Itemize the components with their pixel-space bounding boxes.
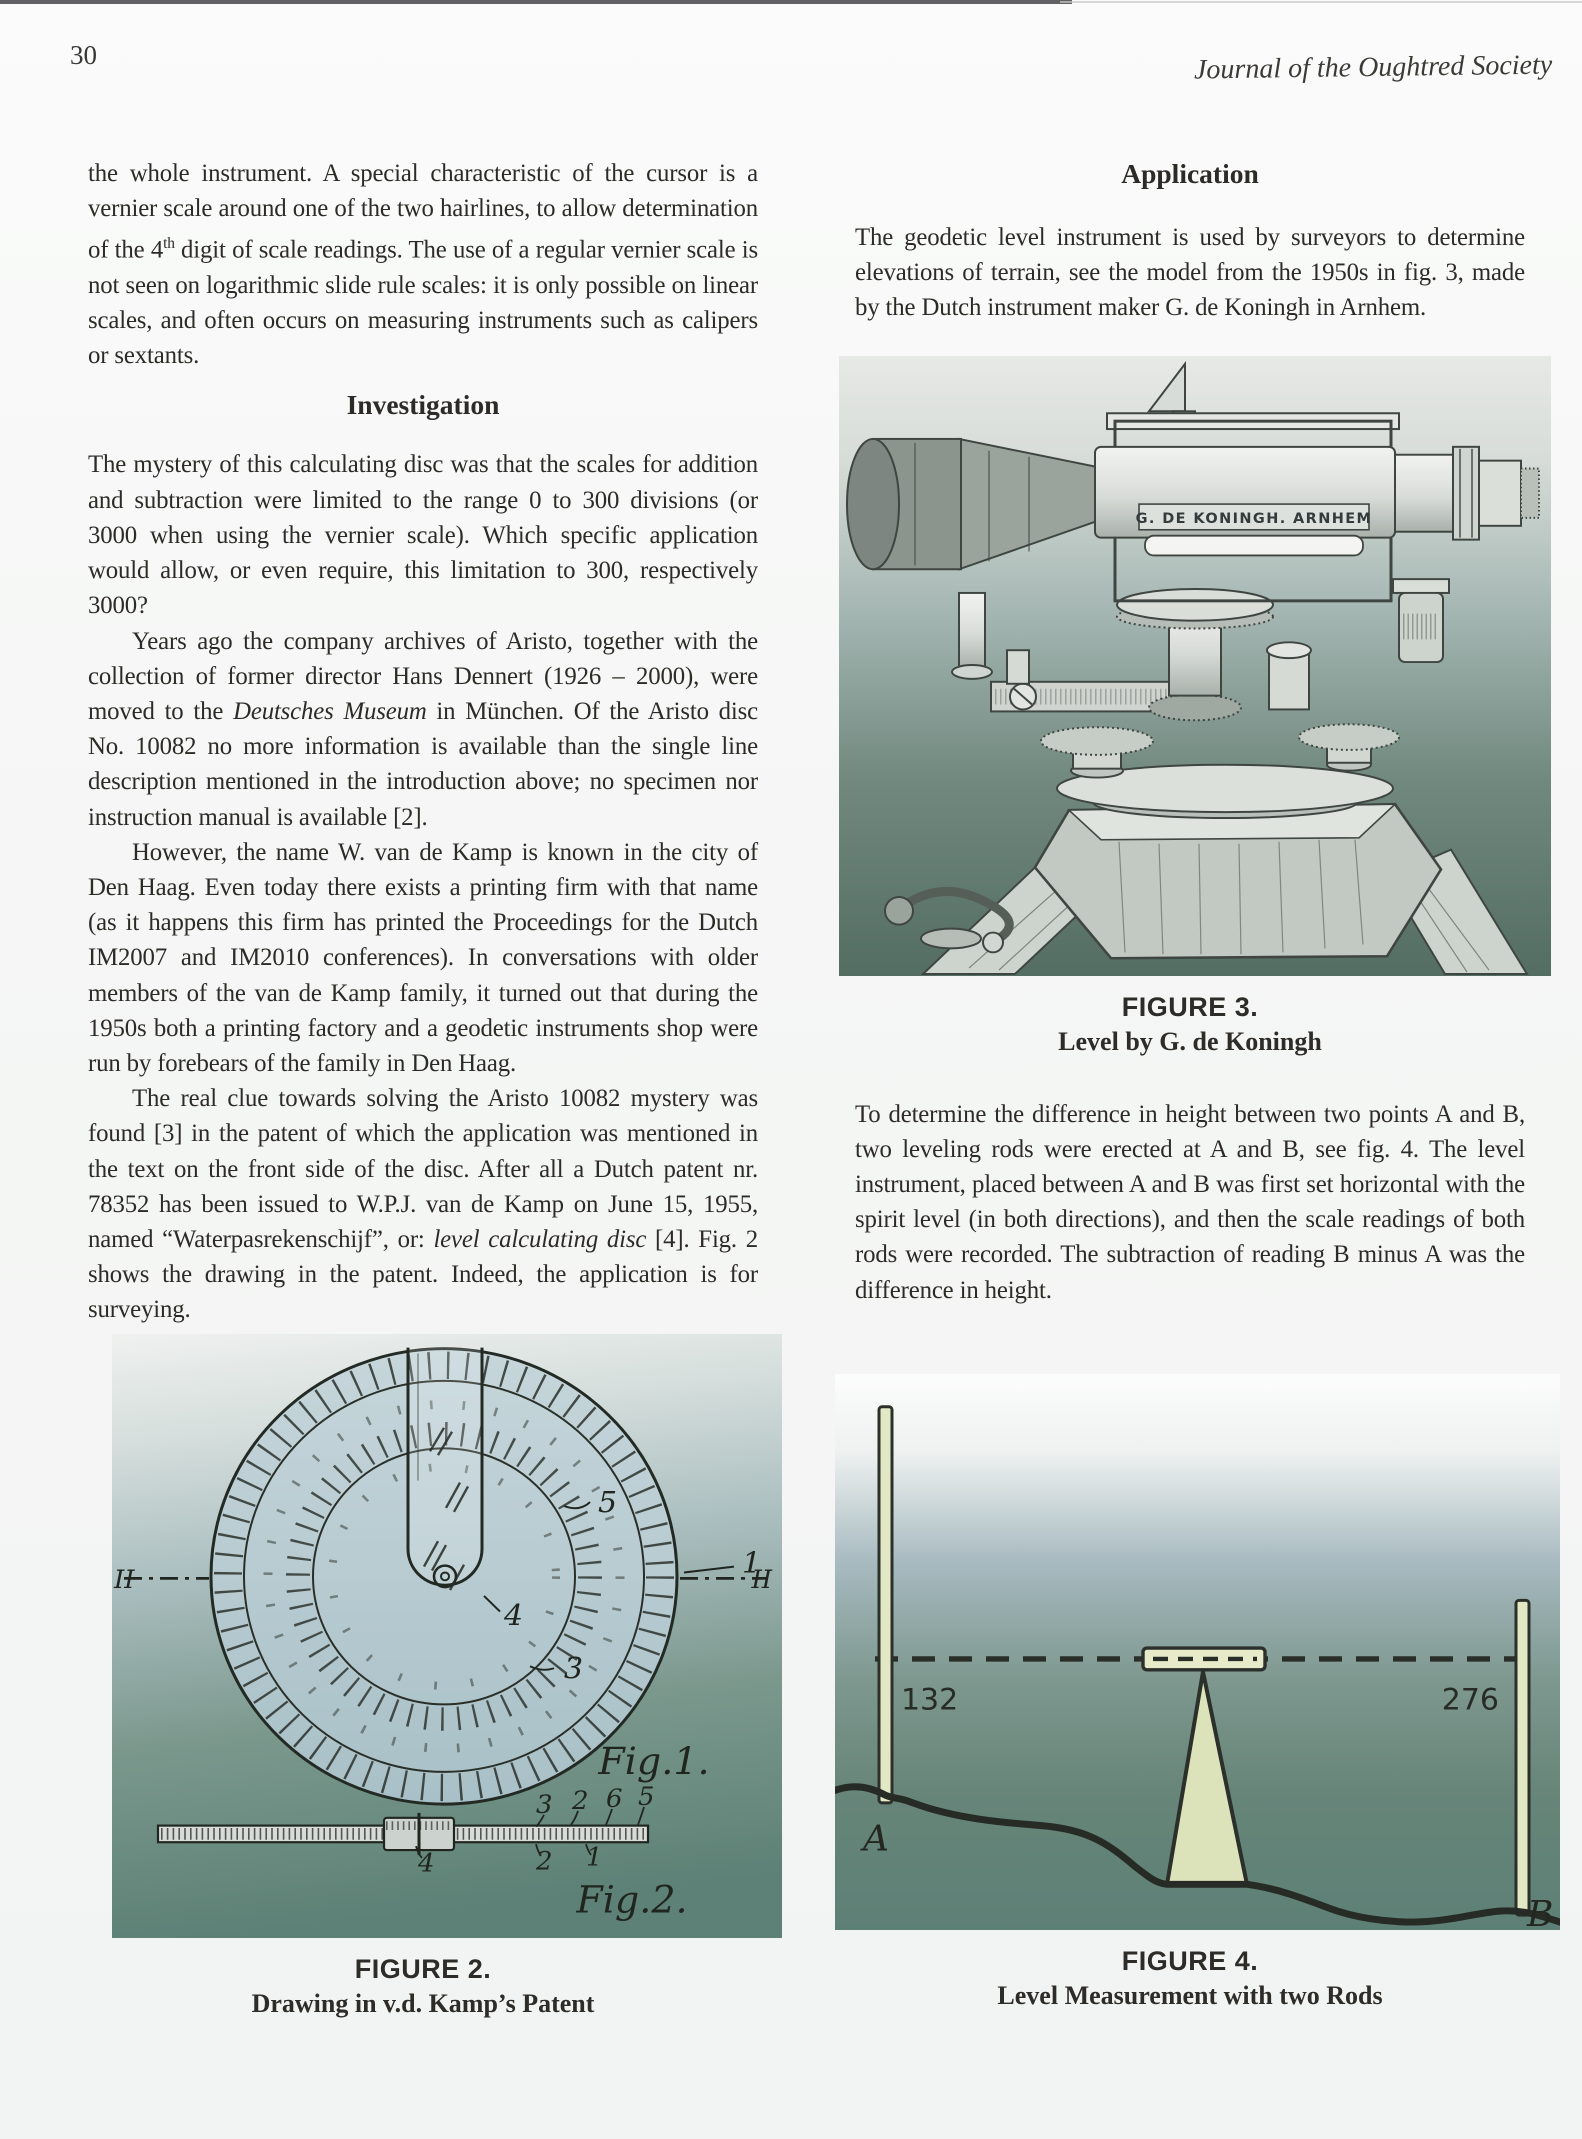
fig2-callout-1: 1 xyxy=(742,1544,762,1579)
figure-4-image xyxy=(835,1374,1560,1930)
paragraph-patent-clue: The real clue towards solving the Aristo 10082 mystery was found [3] in the patent of which the application was mentioned in the text on the front side of the disc. After all a Dutch patent nr. 78352 has been issued to W.P.J. van de Kamp on June 15, 1955, named “Waterpasrekenschijf”, or: level calculating disc [4]. Fig. 2 shows the drawing in the patent. Indeed, the application is for surveying. xyxy=(88,1085,758,1324)
fig2-fig2-label: Fig.2. xyxy=(576,1877,688,1922)
fig2-cs-bottom-1: 1 xyxy=(586,1842,603,1873)
figure-2-caption: Drawing in v.d. Kamp’s Patent xyxy=(251,1988,595,2018)
right-column xyxy=(855,156,1554,2011)
fig2-cs-top-5: 5 xyxy=(638,1781,655,1812)
page-number: 30 xyxy=(70,40,97,70)
paragraph-geodetic-level: The geodetic level instrument is used by surveyors to determine elevations of terrain, see the model from the 1950s in fig. 3, made by the Dutch instrument maker G. de Koningh in Arnhem. xyxy=(855,224,1525,322)
figure-3-label: FIGURE 3. xyxy=(1121,991,1259,1022)
figure-2-image xyxy=(112,1334,782,1938)
vernier-cursor-outline xyxy=(408,1347,482,1584)
fig2-cs-bottom-2: 2 xyxy=(536,1846,553,1877)
fig2-cs-bottom-4: 4 xyxy=(418,1848,435,1879)
section-heading-investigation: Investigation xyxy=(346,389,500,421)
figure-2-block xyxy=(88,1334,773,2019)
figure-3-caption: Level by G. de Koningh xyxy=(1058,1026,1322,1056)
left-column xyxy=(88,156,773,2019)
fig2-axis-left-label: II xyxy=(114,1564,135,1595)
fig2-callout-5: 5 xyxy=(598,1483,618,1519)
paragraph-van-de-kamp: However, the name W. van de Kamp is known in the city of Den Haag. Even today there exists a printing firm with that name (as it happens this firm has printed the Proceedings for the Dutch IM2007 and IM2010 conferences). In conversations with older members of the van de Kamp family, it turned out that during the 1950s both a printing factory and a geodetic instruments shop were run by forebears of the family in Den Haag. xyxy=(88,838,758,1077)
figure-4-label: FIGURE 4. xyxy=(1121,1945,1259,1976)
figure-2-label: FIGURE 2. xyxy=(354,1953,492,1984)
section-heading-application: Application xyxy=(1121,158,1259,189)
fig4-point-b-label: B xyxy=(1527,1893,1554,1930)
figure-3-image xyxy=(839,356,1551,976)
fig2-callout-3: 3 xyxy=(564,1649,584,1685)
leveling-rod-b xyxy=(1516,1600,1529,1915)
paragraph-cursor-vernier: the whole instrument. A special characteristic of the cursor is a vernier scale around one of the two hairlines, to allow determination of the 4th digit of scale readings. The use of a regular vernier scale is not seen on logarithmic slide rule scales: it is only possible on linear scales, and often occurs on measuring instruments such as calipers or sextants. xyxy=(88,160,759,370)
paragraph-height-difference: To determine the difference in height between two points A and B, two leveling rods were erected at A and B, see fig. 4. The level instrument, placed between A and B was first set horizontal with the spirit level (in both directions), and then the scale readings of both rods were recorded. The subtraction of reading B minus A was the difference in height. xyxy=(855,1100,1525,1304)
fig4-point-a-label: A xyxy=(863,1818,889,1860)
fig2-axis-right-label: II xyxy=(751,1564,773,1595)
italic-level-calculating-disc: level calculating disc xyxy=(433,1225,647,1253)
fig2-cs-top-3: 3 xyxy=(536,1789,553,1820)
fig2-fig1-label: Fig.1. xyxy=(598,1738,710,1783)
journal-title: Journal of the Oughtred Society xyxy=(1193,49,1553,86)
fig2-cs-top-6: 6 xyxy=(606,1783,623,1814)
paragraph-aristo-archives: Years ago the company archives of Aristo, together with the collection of former director Hans Dennert (1926 – 2000), were moved to the Deutsches Museum in München. Of the Aristo disc No. 10082 no more information is available than the single line description mentioned in the introduction above; no specimen nor instruction manual is available [2]. xyxy=(88,627,759,831)
italic-deutsches-museum: Deutsches Museum xyxy=(233,697,427,725)
paragraph-mystery: The mystery of this calculating disc was that the scales for addition and subtraction were limited to the range 0 to 300 divisions (or 3000 when using the vernier scale). Which specific application would allow, or even require, this limitation to 300, respectively 3000? xyxy=(88,451,758,620)
fig4-reading-a: 132 xyxy=(901,1682,959,1718)
fig3-engraved-maker-text: G. DE KONINGH. ARNHEM xyxy=(1135,510,1373,527)
fig2-cs-top-2: 2 xyxy=(572,1785,589,1816)
figure-4-caption: Level Measurement with two Rods xyxy=(997,1980,1383,2010)
scan-artifact-line xyxy=(0,0,1072,4)
figure-3-block xyxy=(855,356,1525,1057)
fig2-callout-4: 4 xyxy=(504,1597,524,1632)
leveling-rod-a xyxy=(879,1407,892,1803)
fig4-reading-b: 276 xyxy=(1441,1682,1499,1718)
scan-artifact-line-light xyxy=(1060,1,1582,3)
superscript-th: th xyxy=(163,235,175,253)
figure-4-block xyxy=(855,1374,1554,2011)
